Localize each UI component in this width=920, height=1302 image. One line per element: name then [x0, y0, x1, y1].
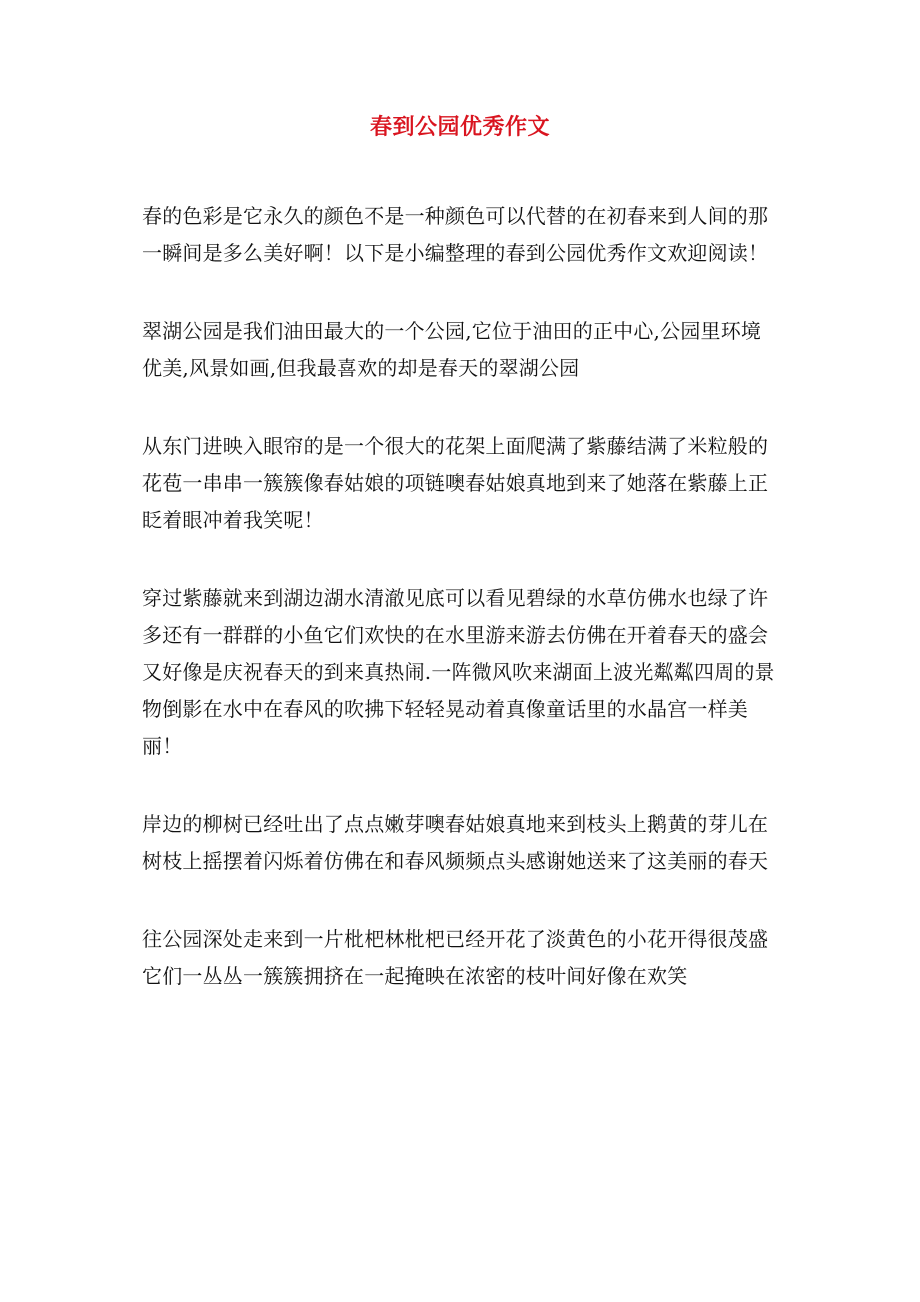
paragraph-lake: 穿过紫藤就来到湖边湖水清澈见底可以看见碧绿的水草仿佛水也绿了许多还有一群群的小鱼它们欢快的在水里游来游去仿佛在开着春天的盛会又好像是庆祝春天的到来真热闹.一阵微风吹来湖面上波光粼粼四周的景物倒影在水中在春风的吹拂下轻轻晃动着真像童话里的水晶宫一样美丽！: [142, 586, 775, 758]
document-title: 春到公园优秀作文: [369, 114, 550, 140]
document-body: [142, 198, 778, 1036]
paragraph-wisteria: 从东门进映入眼帘的是一个很大的花架上面爬满了紫藤结满了米粒般的花苞一串串一簇簇像春姑娘的项链噢春姑娘真地到来了她落在紫藤上正眨着眼冲着我笑呢！: [142, 434, 769, 532]
paragraph-park-overview: 翠湖公园是我们油田最大的一个公园,它位于油田的正中心,公园里环境优美,风景如画,但我最喜欢的却是春天的翠湖公园: [142, 319, 762, 380]
paragraph-loquat: 往公园深处走来到一片枇杷林枇杷已经开花了淡黄色的小花开得很茂盛它们一丛丛一簇簇拥挤在一起掩映在浓密的枝叶间好像在欢笑: [142, 927, 769, 988]
paragraph-willow: 岸边的柳树已经吐出了点点嫩芽噢春姑娘真地来到枝头上鹅黄的芽儿在树枝上摇摆着闪烁着仿佛在和春风频频点头感谢她送来了这美丽的春天: [142, 812, 769, 873]
paragraph-intro: 春的色彩是它永久的颜色不是一种颜色可以代替的在初春来到人间的那一瞬间是多么美好啊！以下是小编整理的春到公园优秀作文欢迎阅读！: [142, 204, 769, 265]
